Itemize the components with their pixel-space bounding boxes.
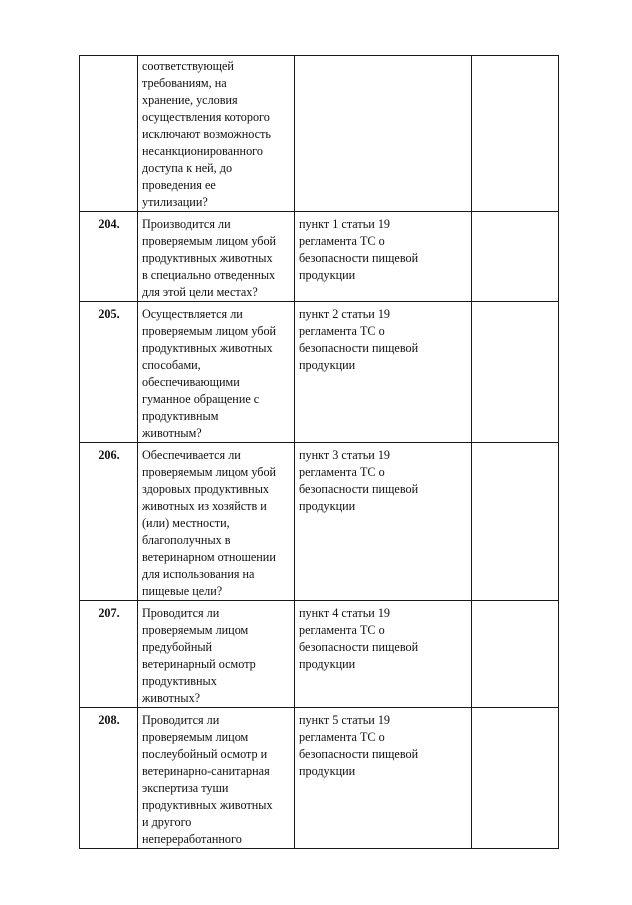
reference-line: продукции — [299, 358, 356, 372]
question-line: способами, — [142, 358, 201, 372]
question-line: в специально отведенных — [142, 268, 276, 282]
notes-cell — [472, 212, 559, 302]
question-line: животным? — [142, 426, 202, 440]
reference-line: пункт 4 статьи 19 — [299, 606, 391, 620]
notes-cell — [472, 56, 559, 212]
reference-line: продукции — [299, 268, 356, 282]
reference-cell — [295, 56, 472, 212]
question-line: проверяемым лицом убой — [142, 324, 277, 338]
question-line: экспертиза туши — [142, 781, 229, 795]
question-line: проверяемым лицом убой — [142, 234, 277, 248]
question-line: предубойный — [142, 640, 213, 654]
question-line: ветеринарно-санитарная — [142, 764, 270, 778]
reference-line: пункт 2 статьи 19 — [299, 307, 391, 321]
reference-cell — [295, 302, 472, 443]
reference-line: безопасности пищевой — [299, 640, 419, 654]
question-line: для использования на — [142, 567, 255, 581]
item-number-cell: 208. — [80, 708, 138, 849]
question-line: гуманное обращение с — [142, 392, 260, 406]
question-line: продуктивных животных — [142, 251, 273, 265]
reference-cell — [295, 443, 472, 601]
question-line: ветеринарный осмотр — [142, 657, 256, 671]
reference-line: безопасности пищевой — [299, 747, 419, 761]
question-line: требованиям, на — [142, 76, 227, 90]
item-number-cell: 206. — [80, 443, 138, 601]
reference-line: пункт 5 статьи 19 — [299, 713, 391, 727]
notes-cell — [472, 302, 559, 443]
question-line: продуктивным — [142, 409, 219, 423]
question-line: пищевые цели? — [142, 584, 223, 598]
question-line: продуктивных животных — [142, 341, 273, 355]
question-line: проверяемым лицом — [142, 623, 249, 637]
notes-cell — [472, 601, 559, 708]
table-row — [80, 302, 559, 443]
reference-line: регламента ТС о — [299, 623, 385, 637]
question-cell — [138, 708, 295, 849]
reference-line: продукции — [299, 499, 356, 513]
reference-line: безопасности пищевой — [299, 341, 419, 355]
question-line: соответствующей — [142, 59, 234, 73]
question-line: Проводится ли — [142, 713, 220, 727]
table-row — [80, 56, 559, 212]
question-line: и другого — [142, 815, 192, 829]
question-line: животных? — [142, 691, 201, 705]
question-line: несанкционированного — [142, 144, 263, 158]
question-line: исключают возможность — [142, 127, 271, 141]
question-line: обеспечивающими — [142, 375, 240, 389]
table-row — [80, 708, 559, 849]
question-line: Осуществляется ли — [142, 307, 243, 321]
reference-line: регламента ТС о — [299, 234, 385, 248]
question-line: утилизации? — [142, 195, 208, 209]
reference-line: регламента ТС о — [299, 730, 385, 744]
question-line: хранение, условия — [142, 93, 238, 107]
reference-line: регламента ТС о — [299, 465, 385, 479]
checklist-table — [79, 55, 559, 849]
notes-cell — [472, 443, 559, 601]
reference-line: продукции — [299, 764, 356, 778]
reference-line: безопасности пищевой — [299, 482, 419, 496]
question-line: для этой цели местах? — [142, 285, 258, 299]
question-line: продуктивных животных — [142, 798, 273, 812]
table-row — [80, 601, 559, 708]
question-line: послеубойный осмотр и — [142, 747, 268, 761]
question-line: продуктивных — [142, 674, 217, 688]
reference-cell — [295, 601, 472, 708]
reference-line: продукции — [299, 657, 356, 671]
question-line: проверяемым лицом — [142, 730, 249, 744]
question-line: Производится ли — [142, 217, 231, 231]
question-line: осуществления которого — [142, 110, 270, 124]
item-number-cell: 207. — [80, 601, 138, 708]
question-cell — [138, 443, 295, 601]
question-line: животных из хозяйств и — [142, 499, 267, 513]
question-line: доступа к ней, до — [142, 161, 233, 175]
reference-line: регламента ТС о — [299, 324, 385, 338]
question-line: ветеринарном отношении — [142, 550, 276, 564]
notes-cell — [472, 708, 559, 849]
question-cell — [138, 212, 295, 302]
item-number-cell: 204. — [80, 212, 138, 302]
table-row — [80, 443, 559, 601]
question-line: здоровых продуктивных — [142, 482, 269, 496]
reference-cell — [295, 212, 472, 302]
question-line: проверяемым лицом убой — [142, 465, 277, 479]
question-line: (или) местности, — [142, 516, 230, 530]
question-cell — [138, 302, 295, 443]
reference-line: пункт 3 статьи 19 — [299, 448, 391, 462]
table-row — [80, 212, 559, 302]
item-number-cell: 205. — [80, 302, 138, 443]
question-line: Обеспечивается ли — [142, 448, 241, 462]
reference-line: безопасности пищевой — [299, 251, 419, 265]
reference-line: пункт 1 статьи 19 — [299, 217, 391, 231]
question-cell — [138, 56, 295, 212]
item-number-cell — [80, 56, 138, 212]
question-line: благополучных в — [142, 533, 231, 547]
question-line: Проводится ли — [142, 606, 220, 620]
question-cell — [138, 601, 295, 708]
question-line: непереработанного — [142, 832, 242, 846]
reference-cell — [295, 708, 472, 849]
question-line: проведения ее — [142, 178, 216, 192]
